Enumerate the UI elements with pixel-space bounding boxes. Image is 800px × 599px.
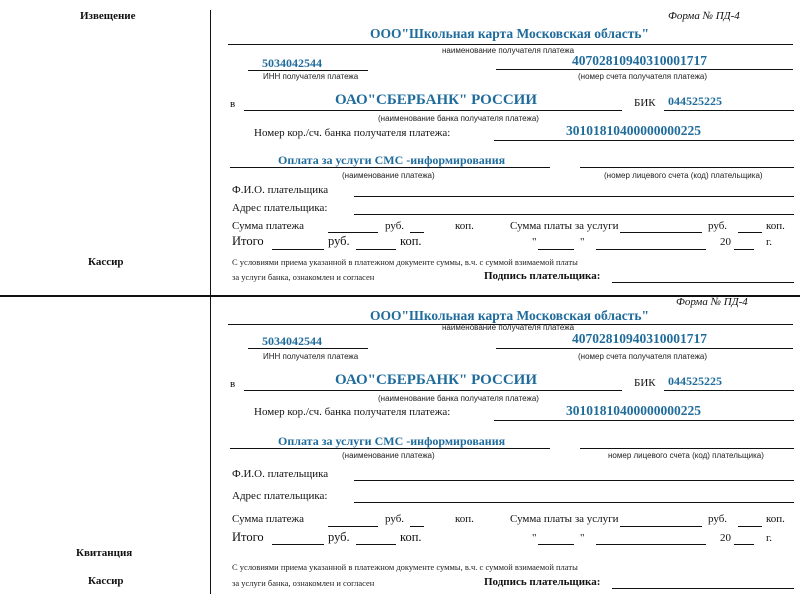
fee-kop-top: коп. bbox=[766, 220, 785, 232]
corr-label-bottom: Номер кор./сч. банка получателя платежа: bbox=[254, 406, 451, 418]
date-quote-open-top: " bbox=[532, 236, 537, 248]
total-rub-top: руб. bbox=[328, 234, 350, 248]
personal-account-caption-bottom: номер лицевого счета (код) плательщика) bbox=[608, 451, 764, 460]
agreement-line2-top: за услуги банка, ознакомлен и согласен bbox=[232, 272, 375, 282]
signature-label-top: Подпись плательщика: bbox=[484, 270, 601, 282]
fee-kop-bottom: коп. bbox=[766, 513, 785, 525]
vertical-divider-bottom bbox=[210, 296, 211, 594]
bik-value-top: 044525225 bbox=[668, 94, 722, 108]
agreement-line1-top: С условиями приема указанной в платежном документе суммы, в.ч. с суммой взимаемой платы bbox=[232, 257, 578, 267]
signature-line-top bbox=[612, 282, 794, 283]
sum-kop-bottom: коп. bbox=[455, 513, 474, 525]
form-code-top: Форма № ПД-4 bbox=[668, 10, 740, 22]
sum-rub-top: руб. bbox=[385, 220, 405, 232]
total-label-top: Итого bbox=[232, 234, 264, 248]
address-label-bottom: Адрес плательщика: bbox=[232, 490, 328, 502]
recipient-name-caption-bottom: наименование получателя платежа bbox=[442, 323, 575, 332]
recipient-name-caption-top: наименование получателя платежа bbox=[442, 46, 575, 55]
bank-name-bottom: ОАО"СБЕРБАНК" РОССИИ bbox=[335, 372, 538, 388]
fio-label-top: Ф.И.О. плательщика bbox=[232, 184, 329, 196]
sum-kop-top: коп. bbox=[455, 220, 474, 232]
year-top: 20 bbox=[720, 236, 731, 248]
year-suffix-top: г. bbox=[766, 236, 773, 248]
fee-label-top: Сумма платы за услуги bbox=[510, 220, 619, 232]
payment-name-bottom: Оплата за услуги СМС -информирования bbox=[278, 434, 506, 448]
vertical-divider-top bbox=[210, 10, 211, 295]
year-bottom: 20 bbox=[720, 532, 731, 544]
bank-caption-top: (наименование банка получателя платежа) bbox=[378, 114, 539, 123]
fio-label-bottom: Ф.И.О. плательщика bbox=[232, 468, 329, 480]
payment-caption-top: (наименование платежа) bbox=[342, 171, 435, 180]
form-code-bottom: Форма № ПД-4 bbox=[676, 296, 748, 308]
date-quote-close-bottom: " bbox=[580, 532, 585, 544]
cashier-label-bottom: Кассир bbox=[88, 575, 124, 587]
payment-name-line-top bbox=[230, 167, 550, 168]
recipient-name-bottom: ООО"Школьная карта Московская область" bbox=[370, 308, 650, 323]
fee-label-bottom: Сумма платы за услуги bbox=[510, 513, 619, 525]
sum-rub-bottom: руб. bbox=[385, 513, 405, 525]
date-quote-close-top: " bbox=[580, 236, 585, 248]
corr-line-top bbox=[494, 140, 794, 141]
corr-value-bottom: 30101810400000000225 bbox=[566, 403, 701, 418]
bik-label-top: БИК bbox=[634, 97, 656, 109]
receipt-label: Квитанция bbox=[76, 547, 133, 559]
account-caption-bottom: (номер счета получателя платежа) bbox=[578, 352, 708, 361]
bank-prefix-bottom: в bbox=[230, 378, 236, 390]
total-kop-bottom: коп. bbox=[400, 530, 422, 544]
corr-label-top: Номер кор./сч. банка получателя платежа: bbox=[254, 127, 451, 139]
account-caption-top: (номер счета получателя платежа) bbox=[578, 72, 708, 81]
bank-caption-bottom: (наименование банка получателя платежа) bbox=[378, 394, 539, 403]
payment-caption-bottom: (наименование платежа) bbox=[342, 451, 435, 460]
signature-label-bottom: Подпись плательщика: bbox=[484, 576, 601, 588]
fee-rub-top: руб. bbox=[708, 220, 728, 232]
personal-account-line-top bbox=[580, 167, 794, 168]
payment-name-top: Оплата за услуги СМС -информирования bbox=[278, 153, 506, 167]
recipient-name-top: ООО"Школьная карта Московская область" bbox=[370, 26, 650, 41]
notice-label: Извещение bbox=[80, 10, 136, 22]
bank-name-line-top bbox=[244, 110, 622, 111]
recipient-name-line-top bbox=[228, 44, 793, 45]
bank-name-top: ОАО"СБЕРБАНК" РОССИИ bbox=[335, 92, 538, 108]
bik-line-top bbox=[664, 110, 794, 111]
account-line-top bbox=[496, 69, 793, 70]
date-quote-open-bottom: " bbox=[532, 532, 537, 544]
cashier-label-top: Кассир bbox=[88, 256, 124, 268]
bik-label-bottom: БИК bbox=[634, 377, 656, 389]
total-kop-top: коп. bbox=[400, 234, 422, 248]
sum-label-bottom: Сумма платежа bbox=[232, 513, 305, 525]
address-label-top: Адрес плательщика: bbox=[232, 202, 328, 214]
agreement-line1-bottom: С условиями приема указанной в платежном документе суммы, в.ч. с суммой взимаемой платы bbox=[232, 562, 578, 572]
inn-caption-bottom: ИНН получателя платежа bbox=[263, 352, 359, 361]
fee-rub-bottom: руб. bbox=[708, 513, 728, 525]
sum-label-top: Сумма платежа bbox=[232, 220, 305, 232]
year-suffix-bottom: г. bbox=[766, 532, 773, 544]
inn-line-top bbox=[248, 70, 368, 71]
address-line-top bbox=[354, 214, 794, 215]
total-rub-bottom: руб. bbox=[328, 530, 350, 544]
corr-value-top: 30101810400000000225 bbox=[566, 123, 701, 138]
account-value-top: 40702810940310001717 bbox=[572, 53, 707, 68]
total-label-bottom: Итого bbox=[232, 530, 264, 544]
inn-value-top: 5034042544 bbox=[262, 56, 322, 70]
inn-caption-top: ИНН получателя платежа bbox=[263, 72, 359, 81]
bik-value-bottom: 044525225 bbox=[668, 374, 722, 388]
agreement-line2-bottom: за услуги банка, ознакомлен и согласен bbox=[232, 578, 375, 588]
personal-account-caption-top: (номер лицевого счета (код) плательщика) bbox=[604, 171, 763, 180]
account-value-bottom: 40702810940310001717 bbox=[572, 331, 707, 346]
fio-line-top bbox=[354, 196, 794, 197]
bank-prefix-top: в bbox=[230, 98, 236, 110]
inn-value-bottom: 5034042544 bbox=[262, 334, 322, 348]
